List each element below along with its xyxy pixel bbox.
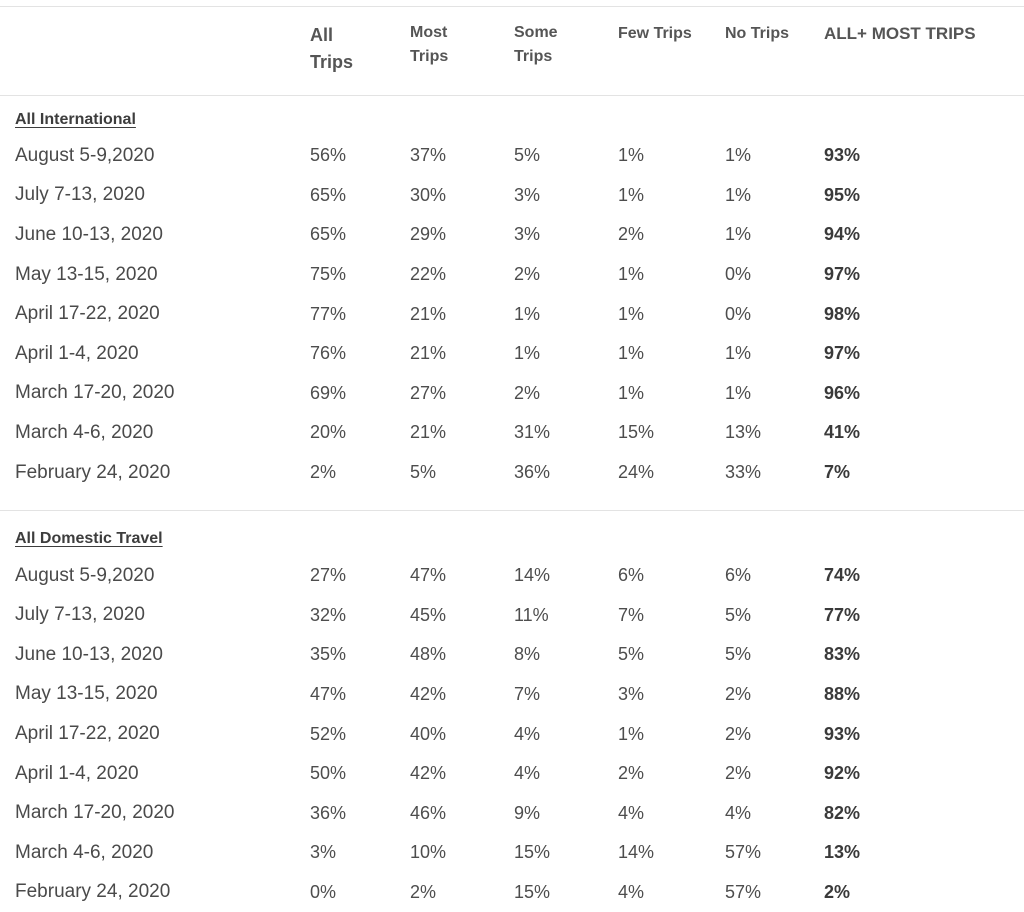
table-row [0,873,1024,912]
column-header-line: Most [410,24,448,41]
column-header-most-trips [410,7,514,95]
row-date-label: March 4-6, 2020 [15,841,154,863]
table-row [0,374,1024,414]
cell-most-trips: 47% [410,565,447,586]
row-date-label: August 5-9,2020 [15,144,155,166]
cell-no-trips: 5% [725,644,752,665]
cell-most-trips: 21% [410,303,447,324]
row-date-label: July 7-13, 2020 [15,604,145,626]
cell-some-trips: 9% [514,802,541,823]
table-row [0,294,1024,334]
table-row [0,635,1024,675]
table-row [0,413,1024,453]
row-date-label: April 17-22, 2020 [15,723,160,745]
cell-no-trips: 1% [725,184,752,205]
cell-few-trips: 1% [618,184,645,205]
section-header-cell [0,95,1024,136]
table-row [0,334,1024,374]
cell-all-trips: 65% [310,184,347,205]
cell-some-trips: 36% [514,462,551,483]
cell-all-plus-most-trips: 13% [824,842,861,863]
cell-all-trips: 77% [310,303,347,324]
cell-some-trips: 5% [514,145,541,166]
cell-most-trips: 30% [410,184,447,205]
cell-all-plus-most-trips: 77% [824,604,861,625]
cell-most-trips: 10% [410,842,447,863]
cell-no-trips: 0% [725,303,752,324]
cell-most-trips: 45% [410,604,447,625]
row-date-label: April 17-22, 2020 [15,303,160,325]
cell-no-trips: 1% [725,343,752,364]
row-date-label: May 13-15, 2020 [15,683,158,705]
cell-few-trips: 1% [618,723,645,744]
cell-some-trips: 2% [514,382,541,403]
cell-all-trips: 65% [310,224,347,245]
section-header-cell [0,511,1024,556]
cell-most-trips: 37% [410,145,447,166]
section-title: All International [15,110,136,128]
row-date-label: April 1-4, 2020 [15,342,139,364]
cell-all-plus-most-trips: 74% [824,565,861,586]
cell-all-plus-most-trips: 97% [824,343,861,364]
cell-all-trips: 75% [310,264,347,285]
cell-few-trips: 4% [618,802,645,823]
column-header-all-trips [310,7,410,95]
cell-most-trips: 48% [410,644,447,665]
cell-all-trips: 52% [310,723,347,744]
cell-all-plus-most-trips: 93% [824,145,861,166]
cell-all-plus-most-trips: 95% [824,184,861,205]
trip-status-table [0,7,1024,912]
cell-no-trips: 4% [725,802,752,823]
section-header-row [0,511,1024,556]
cell-no-trips: 57% [725,842,762,863]
cell-no-trips: 1% [725,382,752,403]
table-row [0,136,1024,176]
cell-most-trips: 42% [410,763,447,784]
cell-no-trips: 2% [725,723,752,744]
cell-some-trips: 1% [514,343,541,364]
cell-few-trips: 7% [618,604,645,625]
cell-all-trips: 36% [310,802,347,823]
cell-all-plus-most-trips: 41% [824,422,861,443]
column-header-line: ALL+ MOST TRIPS [824,24,976,43]
cell-most-trips: 40% [410,723,447,744]
column-header-few-trips [618,7,725,95]
cell-all-plus-most-trips: 92% [824,763,861,784]
cell-no-trips: 2% [725,763,752,784]
cell-all-trips: 0% [310,881,337,902]
row-date-label: March 17-20, 2020 [15,802,175,824]
cell-some-trips: 14% [514,565,551,586]
cell-no-trips: 1% [725,224,752,245]
cell-few-trips: 1% [618,145,645,166]
table-row [0,793,1024,833]
cell-no-trips: 1% [725,145,752,166]
table-row [0,714,1024,754]
row-date-label: May 13-15, 2020 [15,263,158,285]
column-header-line: All [310,25,334,45]
cell-no-trips: 13% [725,422,762,443]
cell-most-trips: 5% [410,462,437,483]
cell-all-plus-most-trips: 2% [824,881,851,902]
table-row [0,215,1024,255]
cell-few-trips: 4% [618,881,645,902]
cell-few-trips: 1% [618,303,645,324]
row-date-label: June 10-13, 2020 [15,223,163,245]
table-row [0,754,1024,794]
cell-all-plus-most-trips: 94% [824,224,861,245]
row-date-label: July 7-13, 2020 [15,184,145,206]
cell-all-plus-most-trips: 82% [824,802,861,823]
table-row [0,255,1024,295]
cell-some-trips: 7% [514,683,541,704]
cell-few-trips: 14% [618,842,655,863]
cell-all-plus-most-trips: 96% [824,382,861,403]
column-header-all-plus-most-trips [824,7,1024,95]
section-header-row [0,95,1024,136]
cell-few-trips: 2% [618,224,645,245]
row-date-label: March 17-20, 2020 [15,382,175,404]
cell-all-trips: 50% [310,763,347,784]
cell-some-trips: 4% [514,763,541,784]
table-row [0,556,1024,596]
cell-some-trips: 3% [514,224,541,245]
header-blank [0,7,310,95]
cell-all-plus-most-trips: 98% [824,303,861,324]
cell-few-trips: 1% [618,343,645,364]
column-header-line: Few Trips [618,25,692,42]
cell-few-trips: 24% [618,462,655,483]
cell-most-trips: 46% [410,802,447,823]
row-date-label: March 4-6, 2020 [15,421,154,443]
column-header-line: Trips [310,52,354,72]
row-date-label: April 1-4, 2020 [15,762,139,784]
section-spacer-cell [0,492,1024,511]
cell-all-trips: 3% [310,842,337,863]
cell-all-trips: 47% [310,683,347,704]
column-header-some-trips [514,7,618,95]
cell-few-trips: 3% [618,683,645,704]
cell-some-trips: 2% [514,264,541,285]
row-date-label: June 10-13, 2020 [15,643,163,665]
cell-most-trips: 29% [410,224,447,245]
row-date-label: February 24, 2020 [15,881,171,903]
cell-no-trips: 5% [725,604,752,625]
table-row [0,176,1024,216]
cell-no-trips: 33% [725,462,762,483]
cell-some-trips: 1% [514,303,541,324]
column-header-no-trips [725,7,824,95]
cell-all-trips: 76% [310,343,347,364]
cell-some-trips: 31% [514,422,551,443]
cell-most-trips: 27% [410,382,447,403]
cell-some-trips: 4% [514,723,541,744]
cell-most-trips: 22% [410,264,447,285]
cell-all-trips: 69% [310,382,347,403]
cell-most-trips: 2% [410,881,437,902]
cell-some-trips: 8% [514,644,541,665]
row-date-label: August 5-9,2020 [15,564,155,586]
column-header-line: Trips [410,48,449,65]
cell-all-trips: 32% [310,604,347,625]
cell-few-trips: 6% [618,565,645,586]
cell-all-plus-most-trips: 83% [824,644,861,665]
cell-some-trips: 11% [514,604,549,625]
cell-few-trips: 15% [618,422,655,443]
cell-few-trips: 1% [618,264,645,285]
cell-few-trips: 2% [618,763,645,784]
cell-all-trips: 27% [310,565,347,586]
cell-all-plus-most-trips: 93% [824,723,861,744]
section-spacer [0,492,1024,511]
table-body [0,95,1024,912]
cell-some-trips: 15% [514,881,551,902]
cell-most-trips: 42% [410,683,447,704]
cell-all-plus-most-trips: 7% [824,462,851,483]
cell-no-trips: 57% [725,881,762,902]
table-row [0,833,1024,873]
cell-few-trips: 5% [618,644,645,665]
section-title: All Domestic Travel [15,529,163,547]
cell-all-plus-most-trips: 97% [824,264,861,285]
cell-no-trips: 2% [725,683,752,704]
column-header-line: No Trips [725,25,790,42]
column-header-line: Trips [514,48,553,65]
cell-few-trips: 1% [618,382,645,403]
cell-no-trips: 0% [725,264,752,285]
cell-most-trips: 21% [410,343,447,364]
cell-all-trips: 56% [310,145,347,166]
cell-all-plus-most-trips: 88% [824,683,861,704]
row-date-label: February 24, 2020 [15,461,171,483]
cell-most-trips: 21% [410,422,447,443]
header-row [0,7,1024,95]
column-header-line: Some [514,24,558,41]
cell-some-trips: 15% [514,842,551,863]
cell-no-trips: 6% [725,565,752,586]
cell-all-trips: 35% [310,644,347,665]
table-row [0,595,1024,635]
cell-all-trips: 2% [310,462,337,483]
cell-some-trips: 3% [514,184,541,205]
cell-all-trips: 20% [310,422,347,443]
table-row [0,675,1024,715]
table-row [0,453,1024,493]
